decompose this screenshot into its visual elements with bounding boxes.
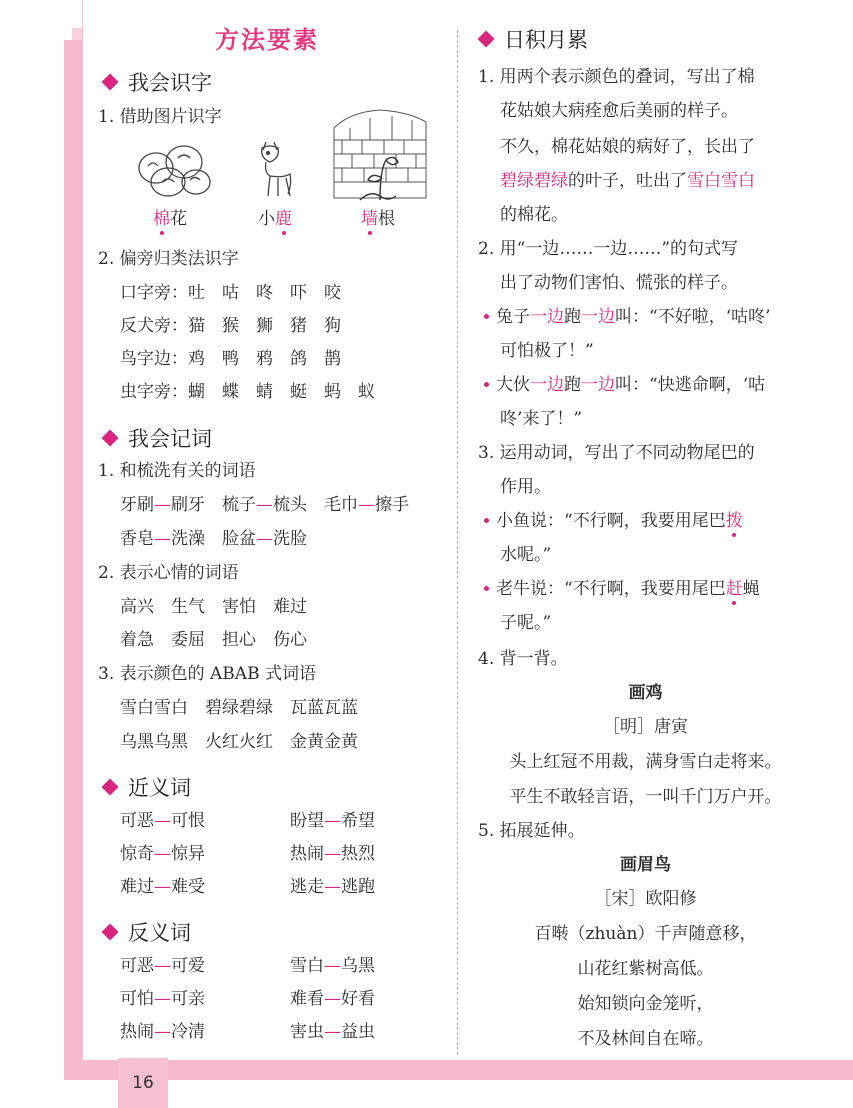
note-1-line: 1. 用两个表示颜色的叠词，写出了棉 xyxy=(478,67,755,87)
mood-row: 高兴 生气 害怕 难过 xyxy=(120,597,307,617)
note-1-line: 花姑娘大病痊愈后美丽的样子。 xyxy=(500,101,738,121)
bullet-rabbit: 兔子一边跑一边叫：“不好啦，‘咕咚’ xyxy=(484,306,771,328)
antonym-pair: 难看—好看 xyxy=(290,989,375,1009)
note-4: 4. 背一背。 xyxy=(478,649,568,669)
antonym-pair: 雪白—乌黑 xyxy=(290,956,375,976)
note-2-line: 出了动物们害怕、慌张的样子。 xyxy=(500,273,738,293)
radical-row: 虫字旁：蝴 蝶 蜻 蜓 蚂 蚁 xyxy=(120,382,375,402)
bullet-fish-cont: 水呢。” xyxy=(500,545,552,565)
diamond-icon xyxy=(102,779,119,796)
note-1-line: 碧绿碧绿的叶子，吐出了雪白雪白 xyxy=(500,171,755,191)
antonym-pair: 害虫—益虫 xyxy=(290,1022,375,1042)
bullet-crowd-cont: 咚’来了！” xyxy=(500,409,583,429)
note-1-line: 的棉花。 xyxy=(500,205,568,225)
poem-1-title: 画鸡 xyxy=(628,683,663,703)
washing-row: 香皂—洗澡 脸盆—洗脸 xyxy=(120,529,307,549)
bullet-icon xyxy=(484,382,489,387)
radical-row: 口字旁：吐 咕 咚 吓 咬 xyxy=(120,283,341,303)
emphasis-green: 碧绿碧绿 xyxy=(500,171,568,191)
section-heading-synonyms: 近义词 xyxy=(104,772,191,802)
page-title: 方法要素 xyxy=(215,25,319,54)
synonym-pair: 可恶—可恨 xyxy=(120,811,205,831)
section-heading-words: 我会记词 xyxy=(104,423,212,453)
cotton-illustration xyxy=(134,140,214,200)
bullet-icon xyxy=(484,518,489,523)
fawn-illustration xyxy=(252,138,296,202)
note-3-line: 3. 运用动词，写出了不同动物尾巴的 xyxy=(478,443,755,463)
section-heading-antonyms: 反义词 xyxy=(104,917,191,947)
poem-1-line: 平生不敢轻言语，一叫千门万户开。 xyxy=(509,787,782,807)
color-row: 乌黑乌黑 火红火红 金黄金黄 xyxy=(120,732,358,752)
synonym-pair: 难过—难受 xyxy=(120,877,205,897)
antonym-pair: 可恶—可爱 xyxy=(120,956,205,976)
bullet-ox: 老牛说：“不行啊，我要用尾巴赶蝇 xyxy=(484,578,760,600)
item-mood-words: 2. 表示心情的词语 xyxy=(98,563,239,583)
item-washing-words: 1. 和梳洗有关的词语 xyxy=(98,461,256,481)
poem-2-line: 始知锁向金笼听， xyxy=(577,994,714,1014)
washing-row: 牙刷—刷牙 梳子—梳头 毛巾—擦手 xyxy=(120,495,409,515)
synonym-pair: 热闹—热烈 xyxy=(290,844,375,864)
color-row: 雪白雪白 碧绿碧绿 瓦蓝瓦蓝 xyxy=(120,698,358,718)
pic-label-wall: 墙根 xyxy=(361,209,395,229)
poem-2-author: ［宋］欧阳修 xyxy=(594,889,697,909)
bullet-icon xyxy=(484,586,489,591)
item-radical-literacy: 2. 偏旁归类法识字 xyxy=(98,249,239,269)
radical-row: 鸟字边：鸡 鸭 鸦 鸽 鹊 xyxy=(120,349,341,369)
mood-row: 着急 委屈 担心 伤心 xyxy=(120,630,307,650)
bullet-fish: 小鱼说：“不行啊，我要用尾巴拨 xyxy=(484,510,743,532)
poem-2-line: 不及林间自在啼。 xyxy=(577,1029,714,1049)
section-heading-recognize: 我会识字 xyxy=(104,67,212,97)
radical-row: 反犬旁：猫 猴 狮 猪 狗 xyxy=(120,316,341,336)
poem-1-author: ［明］唐寅 xyxy=(603,717,688,737)
wall-illustration xyxy=(330,108,430,204)
pic-label-cotton: 棉花 xyxy=(153,209,187,229)
item-color-words: 3. 表示颜色的 ABAB 式词语 xyxy=(98,664,316,684)
note-1-line: 不久，棉花姑娘的病好了，长出了 xyxy=(500,137,755,157)
bullet-rabbit-cont: 可怕极了！” xyxy=(500,341,594,361)
diamond-icon xyxy=(102,924,119,941)
diamond-icon xyxy=(478,31,495,48)
note-2-line: 2. 用“一边……一边……”的句式写 xyxy=(478,239,739,259)
page-number: 16 xyxy=(118,1058,168,1108)
antonym-pair: 热闹—冷清 xyxy=(120,1022,205,1042)
bullet-ox-cont: 子呢。” xyxy=(500,613,552,633)
item-picture-literacy: 1. 借助图片识字 xyxy=(98,107,222,127)
bullet-crowd: 大伙一边跑一边叫：“快逃命啊，‘咕 xyxy=(484,374,765,396)
synonym-pair: 逃走—逃跑 xyxy=(290,877,375,897)
poem-1-line: 头上红冠不用裁，满身雪白走将来。 xyxy=(509,752,782,772)
poem-2-line: 百啭（zhuàn）千声随意移， xyxy=(534,924,757,944)
column-divider xyxy=(457,30,458,1055)
synonym-pair: 惊奇—惊异 xyxy=(120,844,205,864)
diamond-icon xyxy=(102,74,119,91)
emphasis-white: 雪白雪白 xyxy=(687,171,755,191)
diamond-icon xyxy=(102,430,119,447)
note-5: 5. 拓展延伸。 xyxy=(478,821,585,841)
antonym-pair: 可怕—可亲 xyxy=(120,989,205,1009)
section-heading-accumulate: 日积月累 xyxy=(480,24,588,54)
pic-label-fawn: 小鹿 xyxy=(258,209,292,229)
poem-2-title: 画眉鸟 xyxy=(620,855,671,875)
note-3-line: 作用。 xyxy=(500,477,551,497)
synonym-pair: 盼望—希望 xyxy=(290,811,375,831)
bullet-icon xyxy=(484,314,489,319)
poem-2-line: 山花红紫树高低。 xyxy=(577,959,714,979)
